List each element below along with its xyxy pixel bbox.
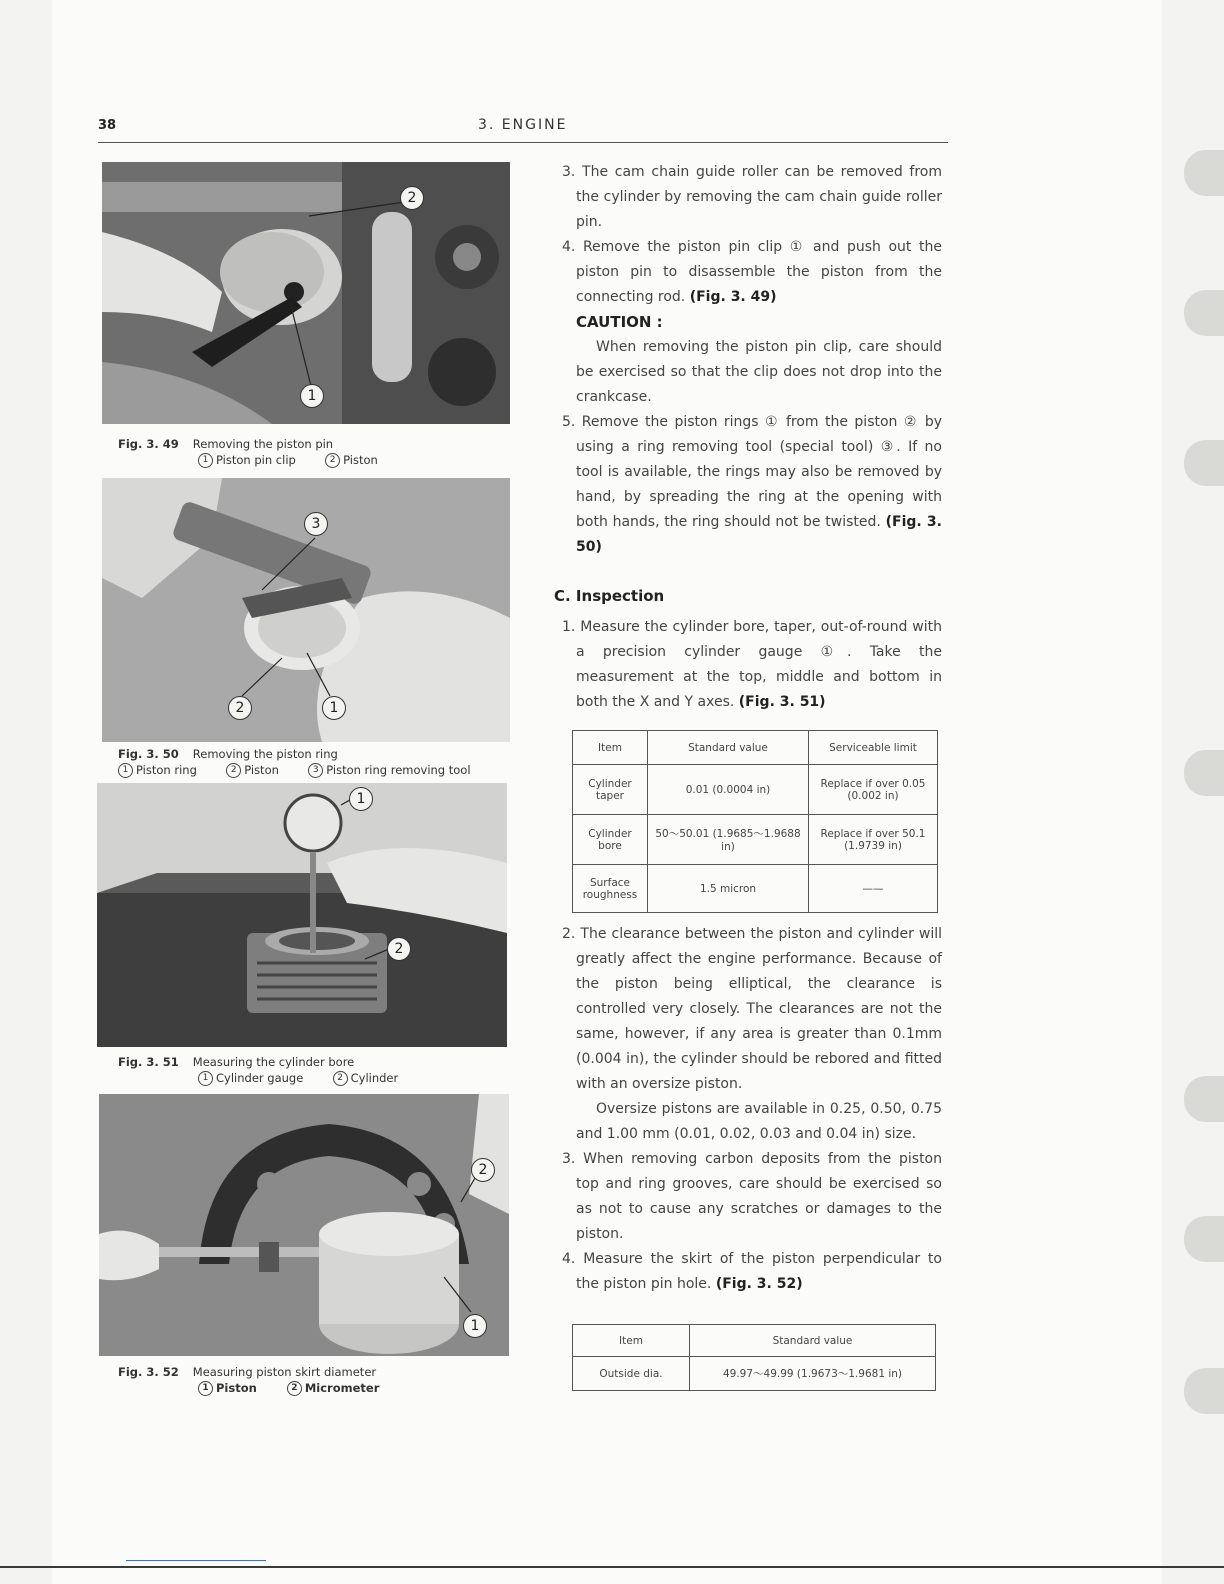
removal-step-3: 3. The cam chain guide roller can be removed from the cylinder by removing the cam chain guide roller pin. (562, 164, 942, 230)
fig-reference: (Fig. 3. 52) (715, 1276, 803, 1292)
table-row (573, 815, 938, 865)
cylinder-spec-table (572, 730, 938, 913)
table-cell: Surface roughness (573, 865, 648, 913)
legend-num: 1 (198, 1381, 213, 1396)
inspection-step-2: 2. The clearance between the piston and cylinder will greatly affect the engine performance. Because of the piston being elliptical, the clearance is controlled very closely. The clearances are not the same, however, if any area is greater than 0.1mm (0.004 in), the cylinder should be rebored and fitted with an oversize piston. (562, 926, 942, 1092)
fig-label: Fig. 3. 51 (118, 1055, 179, 1069)
page-number: 38 (98, 118, 117, 133)
table-header: Item (573, 731, 648, 765)
text-column-bottom (562, 922, 942, 1297)
piston-spec-table (572, 1324, 936, 1391)
legend-text: Piston (216, 1381, 257, 1395)
removal-step-5: 5. Remove the piston rings ① from the piston ② by using a ring removing tool (special tool) ③. If no tool is available, the rings may also be removed by hand, by spreading the ring at the opening with both hands, the ring should not be twisted. (Fig. 3. 50) (562, 414, 942, 555)
fig-reference: (Fig. 3. 49) (689, 289, 777, 305)
caution-label: CAUTION : (576, 313, 663, 331)
scan-mark (126, 1560, 266, 1561)
oversize-note: Oversize pistons are available in 0.25, 0.50, 0.75 and 1.00 mm (0.01, 0.02, 0.03 and 0.04 in) size. (576, 1101, 942, 1142)
binder-tab (1184, 150, 1224, 196)
header-rule (98, 142, 948, 143)
table-cell: Replace if over 50.1 (1.9739 in) (809, 815, 938, 865)
page-bottom-edge (0, 1566, 1224, 1568)
section-heading-inspection: C. Inspection (554, 587, 665, 605)
table-row (573, 765, 938, 815)
callout-3: 3 (304, 512, 328, 536)
inspection-step-3: 3. When removing carbon deposits from the piston top and ring grooves, care should be exercised so as not to cause any scratches or damages to the piston. (562, 1151, 942, 1242)
callout-1: 1 (463, 1314, 487, 1338)
table-header: Serviceable limit (809, 731, 938, 765)
caption-fig-3-51 (118, 1054, 398, 1086)
table-header: Standard value (648, 731, 809, 765)
caution-text: When removing the piston pin clip, care should be exercised so that the clip does not drop into the crankcase. (576, 339, 942, 405)
legend-text: Cylinder (350, 1071, 399, 1085)
fig-title: Removing the piston pin (192, 437, 334, 451)
table-cell: 49.97～49.99 (1.9673～1.9681 in) (690, 1357, 936, 1391)
table-cell: —— (809, 865, 938, 913)
caption-fig-3-52 (118, 1364, 379, 1396)
binder-tab (1184, 290, 1224, 336)
binder-tab (1184, 750, 1224, 796)
legend-num: 1 (118, 763, 133, 778)
callout-2: 2 (400, 186, 424, 210)
fig-label: Fig. 3. 49 (118, 437, 179, 451)
caption-fig-3-49 (118, 436, 378, 468)
legend-num: 2 (325, 453, 340, 468)
table-cell: Cylinder bore (573, 815, 648, 865)
binder-tab (1184, 440, 1224, 486)
fig-label: Fig. 3. 50 (118, 747, 179, 761)
legend-text: Piston ring removing tool (326, 763, 471, 777)
legend-num: 1 (198, 1071, 213, 1086)
fig-reference: (Fig. 3. 51) (738, 694, 826, 710)
callout-2: 2 (387, 937, 411, 961)
fig-title: Measuring the cylinder bore (192, 1055, 355, 1069)
table-row (573, 865, 938, 913)
table-cell: Cylinder taper (573, 765, 648, 815)
table-cell: 0.01 (0.0004 in) (648, 765, 809, 815)
callout-1: 1 (349, 787, 373, 811)
removal-step-4: 4. Remove the piston pin clip ① and push out the piston pin to disassemble the piston from the connecting rod. (Fig. 3. 49) (562, 239, 942, 305)
binder-tab (1184, 1076, 1224, 1122)
legend-text: Micrometer (304, 1381, 380, 1395)
fig-title: Removing the piston ring (192, 747, 338, 761)
chapter-title: 3. ENGINE (478, 117, 568, 133)
inspection-step-1: 1. Measure the cylinder bore, taper, out-of-round with a precision cylinder gauge ①. Take the measurement at the top, middle and bottom in both the X and Y axes. (Fig. 3. 51) (562, 619, 942, 710)
binder-tab (1184, 1368, 1224, 1414)
callout-1: 1 (300, 384, 324, 408)
photo-fig-3-50 (102, 478, 510, 742)
legend-text: Piston (244, 763, 279, 777)
legend-text: Piston ring (136, 763, 197, 777)
table-header: Item (573, 1325, 690, 1357)
callout-2: 2 (228, 696, 252, 720)
table-cell: 1.5 micron (648, 865, 809, 913)
inspection-step-4: 4. Measure the skirt of the piston perpendicular to the piston pin hole. (Fig. 3. 52) (562, 1251, 942, 1292)
legend-num: 2 (226, 763, 241, 778)
table-cell: Outside dia. (573, 1357, 690, 1391)
table-cell: Replace if over 0.05 (0.002 in) (809, 765, 938, 815)
legend-num: 3 (308, 763, 323, 778)
legend-num: 2 (333, 1071, 348, 1086)
table-row (573, 1357, 936, 1391)
text-column-top (554, 160, 942, 715)
table-cell: 50～50.01 (1.9685～1.9688 in) (648, 815, 809, 865)
photo-fig-3-52 (99, 1094, 509, 1356)
photo-fig-3-49 (102, 162, 510, 424)
legend-text: Piston (343, 453, 378, 467)
table-header: Standard value (690, 1325, 936, 1357)
callout-1: 1 (322, 696, 346, 720)
caption-fig-3-50 (118, 746, 471, 778)
legend-text: Cylinder gauge (216, 1071, 304, 1085)
legend-text: Piston pin clip (216, 453, 296, 467)
legend-num: 2 (287, 1381, 302, 1396)
fig-title: Measuring piston skirt diameter (192, 1365, 377, 1379)
binder-tab (1184, 1216, 1224, 1262)
photo-fig-3-51 (97, 783, 507, 1047)
fig-label: Fig. 3. 52 (118, 1365, 179, 1379)
fig-reference: (Fig. 3. 50) (576, 514, 942, 555)
callout-2: 2 (471, 1158, 495, 1182)
legend-num: 1 (198, 453, 213, 468)
